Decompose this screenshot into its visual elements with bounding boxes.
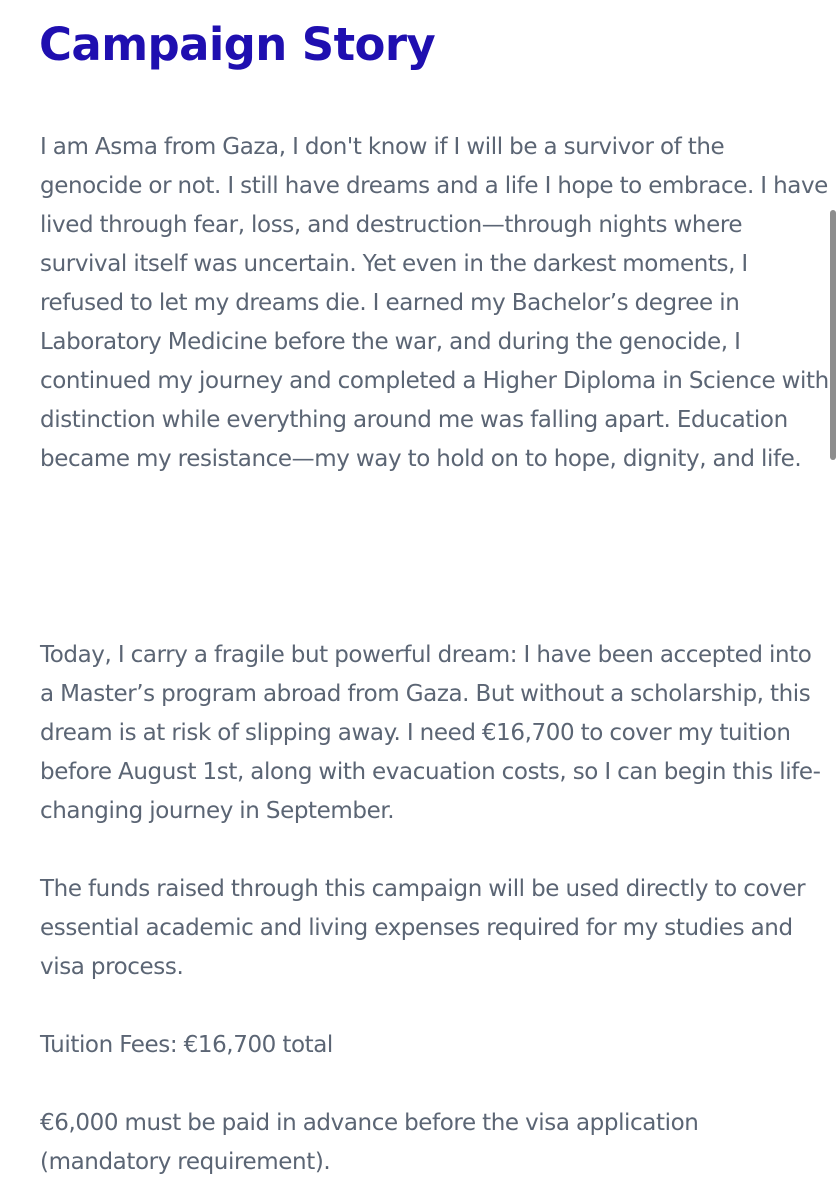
vertical-scrollbar[interactable] <box>829 200 839 465</box>
advance-payment-text: €6,000 must be paid in advance before the visa application (mandatory requirement). <box>40 1110 699 1175</box>
tuition-fees-text: Tuition Fees: €16,700 total <box>40 1032 333 1058</box>
page-title: Campaign Story <box>39 18 436 71</box>
scrollbar-thumb[interactable] <box>830 210 836 460</box>
story-paragraph-funds: The funds raised through this campaign will be used directly to cover essential academic and living expenses required for my studies and visa process. <box>40 876 806 980</box>
story-paragraph-dream: Today, I carry a fragile but powerful dream: I have been accepted into a Master’s program abroad from Gaza. But without a scholarship, this dream is at risk of slipping away. I need €16,700 to cover my tuition before August 1st, along with evacuation costs, so I can begin this life-changing journey in September. <box>40 642 821 824</box>
story-paragraph-intro: I am Asma from Gaza, I don't know if I will be a survivor of the genocide or not. I still have dreams and a life I hope to embrace. I have lived through fear, loss, and destruction—through nights where survival itself was uncertain. Yet even in the darkest moments, I refused to let my dreams die. I earned my Bachelor’s degree in Laboratory Medicine before the war, and during the genocide, I continued my journey and completed a Higher Diploma in Science with distinction while everything around me was falling apart. Education became my resistance—my way to hold on to hope, dignity, and life. <box>40 134 829 472</box>
